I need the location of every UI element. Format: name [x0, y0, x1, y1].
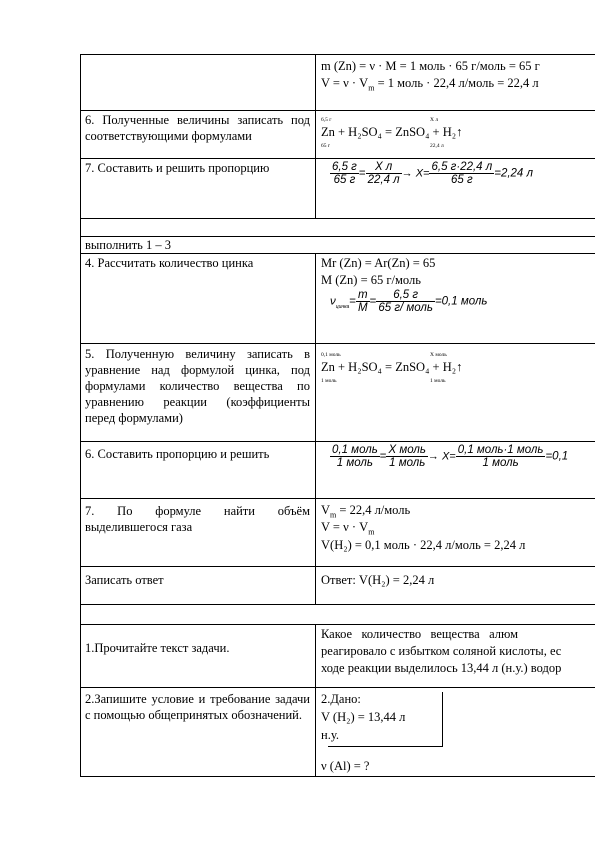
fraction-denominator: 1 моль: [336, 457, 373, 469]
fraction-mass-ratio: [330, 161, 359, 186]
nu-symbol: ν: [330, 295, 336, 308]
row-border: [80, 624, 595, 625]
result-value: =0,1 моль: [434, 295, 488, 308]
fraction-numerator: 0,1 моль: [332, 444, 378, 456]
volume-symbol: V: [321, 503, 331, 517]
step-5-instruction: 5. Полученную величину записать в уравнение над формулой цинка, под формулами количество вещества по уравнению реакции (коэффициенты перед формулами): [85, 347, 310, 425]
zinc-mass-given: 6,5 г: [321, 117, 332, 123]
zinc-molar-mass: 65 г: [321, 143, 331, 149]
molar-volume-rest: = 22,4 л/моль: [336, 503, 411, 517]
row-border: [80, 343, 595, 344]
fraction-numerator: Х моль: [388, 444, 426, 456]
step-6-instruction: 6. Полученные величины записать под соответствующими формулами: [85, 113, 310, 143]
zinc-coefficient-amount: 1 моль: [321, 378, 337, 384]
proportion-formula: $\frac{6,5 г}{65 г}$ = $\frac{\text{Х л}}{22,4 л}$ → Х= $\frac{6,5 г\cdot 22,4 л}{65 г}$ =2,24 л: [332, 161, 534, 186]
molar-mass-line: M (Zn) = 65 г/моль: [321, 273, 421, 287]
fraction-numerator: 6,5 г: [332, 161, 357, 173]
table-column-divider: [315, 253, 316, 604]
fraction-denominator: 1 моль: [482, 457, 519, 469]
fraction-values: [376, 289, 435, 314]
arrow-x: → Х=: [427, 450, 456, 463]
hydrogen-molar-volume: 22,4 л: [430, 143, 444, 149]
fraction-solution: [456, 444, 546, 469]
reaction-equation: Zn + H₂SO₄ = ZnSO₄ + H₂↑: [321, 360, 463, 374]
task-write-condition-instruction: 2.Запишите условие и требование задачи с помощью общепринятых обозначений.: [85, 692, 310, 722]
mass-formula-line: m (Zn) = ν · M = 1 моль · 65 г/моль = 65 г: [321, 59, 540, 73]
fraction-numerator: 6,5 г·22,4 л: [431, 161, 493, 173]
amount-proportion-formula: $\frac{\text{0,1 моль}}{\text{1 моль}}$ = $\frac{\text{Х моль}}{\text{1 моль}}$ → Х= $\frac{\text{0,1 моль·1 моль}}{\text{1 моль}}$ =0,1: [332, 444, 569, 469]
molar-volume-subscript: m: [368, 527, 375, 537]
row-border: [80, 687, 595, 688]
arrow-x: → Х=: [401, 167, 430, 180]
fraction-numerator: m: [358, 289, 368, 301]
fraction-volume-ratio: [366, 161, 402, 186]
table-column-divider: [315, 54, 316, 219]
row-border: [80, 604, 595, 605]
fraction-numerator: 6,5 г: [376, 289, 435, 302]
hydrogen-volume-unknown: Х л: [430, 117, 439, 123]
volume-formula-start: V = ν · V: [321, 520, 369, 534]
fraction-denominator: M: [358, 302, 368, 314]
reaction-equation: Zn + H₂SO₄ = ZnSO₄ + H₂↑: [321, 125, 463, 139]
step-1-3-note: выполнить 1 – 3: [85, 238, 171, 252]
fraction-zinc-ratio: [330, 444, 380, 469]
fraction-m-over-M: [356, 289, 370, 314]
relative-atomic-mass-line: Mr (Zn) = Ar(Zn) = 65: [321, 256, 436, 270]
given-hydrogen-volume: V (H₂) = 13,44 л: [321, 710, 406, 724]
nu-subscript: цинка: [335, 303, 350, 310]
task-read-instruction: 1.Прочитайте текст задачи.: [85, 641, 230, 655]
step-4-instruction: 4. Рассчитать количество цинка: [85, 256, 254, 270]
table-border-left: [80, 54, 81, 777]
fraction-numerator: 0,1 моль·1 моль: [457, 444, 544, 456]
row-border: [80, 158, 595, 159]
step-7-volume-instruction: 7. По формуле найти объём выделившегося газа: [85, 504, 310, 534]
zinc-amount-formula: $\nu_{цинка}=$ $\frac{m}{M}$ = $\frac{6,5 г}{\text{65 г/ моль}}$ =0,1 моль: [330, 289, 488, 314]
fraction-denominator: 1 моль: [389, 457, 426, 469]
problem-text-line-2: реагировало с избытком соляной кислоты, ес: [321, 644, 562, 658]
given-separator-horizontal: [328, 746, 442, 747]
hydrogen-volume-calculation: V(H₂) = 0,1 моль · 22,4 л/моль = 2,24 л: [321, 538, 526, 552]
fraction-denominator: 22,4 л: [367, 174, 400, 186]
row-border: [80, 54, 595, 55]
answer-text: Ответ: V(H₂) = 2,24 л: [321, 573, 435, 587]
volume-formula-rest: = 1 моль · 22,4 л/моль = 22,4 л: [374, 76, 539, 90]
step-6-proportion-instruction: 6. Составить пропорцию и решить: [85, 447, 270, 461]
row-border: [80, 218, 595, 219]
fraction-denominator: 65 г/ моль: [378, 302, 433, 314]
molar-volume-subscript: m: [368, 83, 375, 93]
table-column-divider: [315, 624, 316, 777]
hydrogen-amount-unknown: Х моль: [430, 352, 447, 358]
row-border: [80, 566, 595, 567]
row-border: [80, 498, 595, 499]
result-value: =2,24 л: [494, 167, 534, 180]
fraction-numerator: Х л: [366, 161, 402, 174]
given-heading: 2.Дано:: [321, 692, 361, 706]
row-border: [80, 110, 595, 111]
result-value: =0,1: [545, 450, 569, 463]
row-border: [80, 776, 595, 777]
given-separator-vertical: [442, 692, 443, 747]
find-aluminium-amount: ν (Al) = ?: [321, 759, 370, 773]
problem-text-line-1: Какое количество вещества алюм: [321, 627, 519, 641]
volume-formula-start: V = ν · V: [321, 76, 369, 90]
zinc-amount-given: 0,1 моль: [321, 352, 341, 358]
hydrogen-coefficient-amount: 1 моль: [430, 378, 446, 384]
normal-conditions: н.у.: [321, 728, 339, 742]
row-border: [80, 253, 595, 254]
fraction-solution: [429, 161, 494, 186]
molar-volume-subscript: m: [330, 510, 337, 520]
write-answer-instruction: Записать ответ: [85, 573, 164, 587]
row-border: [80, 441, 595, 442]
step-7-instruction: 7. Составить и решить пропорцию: [85, 161, 270, 175]
volume-formula-line: [321, 75, 539, 97]
problem-text-line-3: ходе реакции выделилось 13,44 л (н.у.) водор: [321, 661, 562, 675]
fraction-denominator: 65 г: [333, 174, 356, 186]
fraction-denominator: 65 г: [451, 174, 473, 186]
fraction-hydrogen-ratio: [386, 444, 427, 469]
